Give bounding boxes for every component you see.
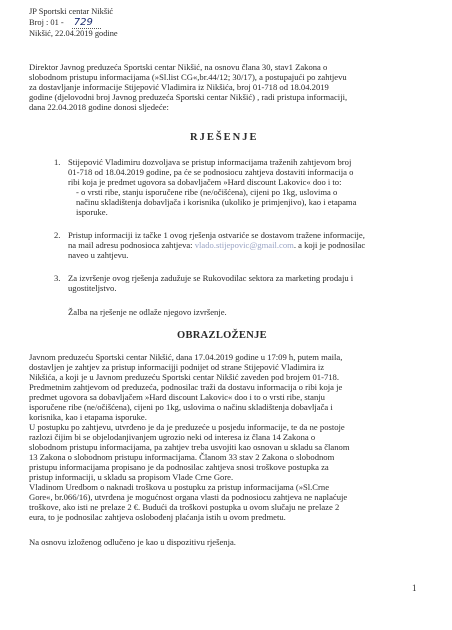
body-line: korisnika, kao i etapama isporuke. [29, 412, 147, 422]
document-number-label: Broj : 01 - [29, 18, 64, 27]
item-line: načinu skladištenja dobavljača i korisnika (ukoliko je primjenjivo), kao i etapama [76, 197, 357, 207]
body-line: dostavljen je zahtjev za pristup informacijji podnijet od strane Stijepović Vladimira iz [29, 362, 325, 372]
intro-line: za dostavljanje informacije Stijepović Vladimira iz Nikšića, broj 01-718 od 18.04.2019 [29, 82, 329, 92]
body-line: Vladinom Uredbom o naknadi troškova u postupku za pristup informacijama (»Sl.Crne [29, 482, 330, 492]
body-line: Predmetnim zahtjevom od preduzeća, podnosilac traži da dostavu informacija o ribi koja je [29, 382, 343, 392]
item-line: 01-718 od 18.04.2019 godine, pa će se podnosiocu zahtjeva dostaviti informacija o [68, 167, 354, 177]
item-number: 1. [54, 157, 61, 167]
item-line: naveo u zahtjevu. [68, 250, 129, 260]
body-line: isporučene ribe (ne/očišćena), cijeni po 1kg, uslovima o načinu skladištenja dobavljača i [29, 402, 333, 412]
document-number [29, 18, 101, 29]
closing-statement: Na osnovu izloženog odlučeno je kao u dispozitivu rješenja. [29, 537, 236, 547]
item-number: 3. [54, 273, 61, 283]
item-line: - o vrsti ribe, stanju isporučene ribe (ne/očišćena), cijeni po 1kg, uslovima o [76, 187, 338, 197]
body-line: troškove, ako isti ne prelaze 2 €. Budući da troškovi postupka u ovom slučaju ne prelaze 2 [29, 502, 340, 512]
body-line: 13 Zakona o slobodnom pristupu informacijama. Članom 33 stav 2 Zakona o slobodnom [29, 452, 335, 462]
intro-line: godine (djelovodni broj Javnog preduzeća Sportski centar Nikšić) , radi pristupa informaciji, [29, 92, 348, 102]
body-line: Nikšića, a koji je u Javnom preduzeću Sportski centar Nikšić zaveden pod brojem 01-718. [29, 372, 340, 382]
body-line: pristupu informacijama propisano je da podnosilac zahtjeva snosi troškove postupka za [29, 462, 329, 472]
body-line: eura, to je podnosilac zahtjeva oslobođenj plaćanja istih u ovom predmetu. [29, 512, 286, 522]
item-line-with-email [68, 240, 365, 250]
item-line: Pristup informaciji iz tačke 1 ovog rješenja ostvariće se dostavom tražene informacije, [68, 230, 365, 240]
intro-line: Direktor Javnog preduzeća Sportski centar Nikšić, na osnovu člana 30, stav1 Zakona o [29, 62, 328, 72]
body-line: slobodnom pristupu informacijama, pa zahtjev treba usvojiti kao osnovan u skladu sa članom [29, 442, 350, 452]
item-line: Stijepović Vladimiru dozvoljava se pristup informacijama traženih zahtjevom broj [68, 157, 352, 167]
item-line: Za izvršenje ovog rješenja zadužuje se Rukovodilac sektora za marketing prodaju i [68, 273, 354, 283]
body-line: predmet ugovora sa dobavljačem »Hard discount Lakovic« doo i to o vrsti ribe, stanju [29, 392, 325, 402]
item-line: isporuke. [76, 207, 108, 217]
item-line: ugostiteljstvo. [68, 283, 117, 293]
decision-heading: RJEŠENJE [190, 132, 259, 143]
intro-line: dana 22.04.2018 godine donosi sljedeće: [29, 102, 169, 112]
email-link[interactable]: vlado.stijepovic@gmail.com [194, 240, 294, 250]
body-line: U postupku po zahtjevu, utvrđeno je da je preduzeće u posjedu informacije, te da ne postoje [29, 422, 345, 432]
item-number: 2. [54, 230, 61, 240]
body-line: razlozi čijim bi se objelodanjivanjem ugrozio neki od interesa iz člana 14 Zakona o [29, 432, 316, 442]
appeal-note: Žalba na rješenje ne odlaže njegovo izvršenje. [68, 307, 227, 317]
intro-line: slobodnom pristupu informacijama (»Sl.list CG«,br.44/12; 30/17), a postupajući po zahtjevu [29, 72, 347, 82]
item-line-text: na mail adresu podnosioca zahtjeva: [68, 240, 195, 250]
body-line: pristup informaciji, u skladu sa propisom Vlade Crne Gore. [29, 472, 234, 482]
place-and-date: Nikšić, 22.04.2019 godine [29, 29, 118, 38]
page-number: 1 [412, 583, 417, 593]
body-line: Javnom preduzeću Sportski centar Nikšić, dana 17.04.2019 godine u 17:09 h, putem maila, [29, 352, 343, 362]
explanation-heading: OBRAZLOŽENJE [177, 330, 267, 341]
item-line: ribi koja je predmet ugovora sa dobavljačem »Hard discount Lakovic« doo i to: [68, 177, 342, 187]
item-line-text: . a koji je podnosilac [293, 240, 366, 250]
body-line: Gore«, br.066/16), utvrđena je mogućnost organa vlasti da podnosiocu zahtjeva ne naplaćuje [29, 492, 348, 502]
organization-name: JP Sportski centar Nikšić [29, 7, 114, 16]
handwritten-number: 729 [72, 18, 101, 29]
